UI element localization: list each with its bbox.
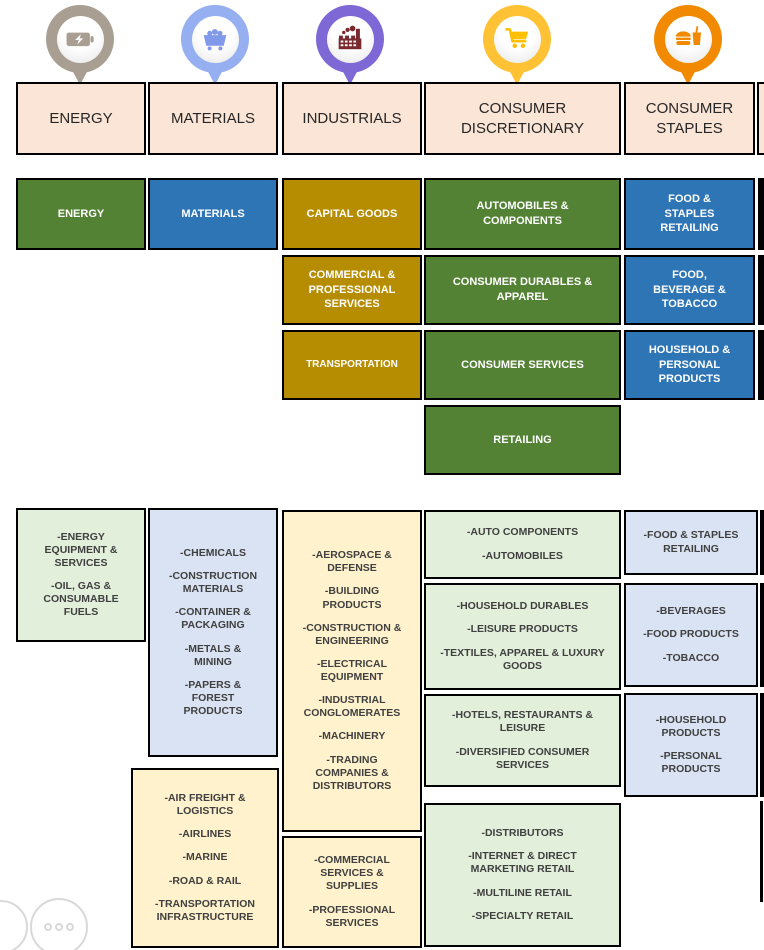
industry-group-retailing [424, 405, 621, 475]
industrials-sector-pin [316, 5, 384, 87]
partial-group-box [758, 330, 764, 400]
industry-item: -OIL, GAS & CONSUMABLE FUELS [43, 580, 119, 619]
industries-list-household-personal-products [624, 693, 758, 797]
group-label: FOOD & STAPLES RETAILING [660, 192, 719, 235]
group-label: AUTOMOBILES & COMPONENTS [476, 200, 569, 227]
battery-icon [63, 22, 97, 56]
group-label: CAPITAL GOODS [306, 207, 398, 220]
decorative-circle [0, 900, 28, 950]
energy-sector-pin [46, 5, 114, 87]
group-label: TRANSPORTATION [306, 359, 398, 371]
industry-group-consumer-durables-apparel [424, 255, 621, 325]
factory-icon [333, 22, 367, 56]
industry-item: -METALS & MINING [184, 642, 242, 668]
industry-item: -PAPERS & FOREST PRODUCTS [183, 678, 243, 717]
industry-group-transportation [282, 330, 422, 400]
industry-item: -HOUSEHOLD PRODUCTS [655, 713, 727, 739]
partial-sector-header [757, 82, 764, 155]
industries-list-food-beverage-tobacco [624, 583, 758, 687]
sector-header-consumer-staples [624, 82, 755, 155]
group-label: CONSUMER DURABLES & APPAREL [452, 276, 593, 303]
industry-item: -DIVERSIFIED CONSUMER SERVICES [455, 745, 590, 771]
industries-list-consumer-durables-apparel [424, 583, 621, 690]
industry-group-energy [16, 178, 146, 250]
industry-item: -INDUSTRIAL CONGLOMERATES [303, 694, 401, 720]
industry-item: -CHEMICALS [180, 546, 246, 559]
sector-label: INDUSTRIALS [302, 109, 402, 127]
industry-group-automobiles-components [424, 178, 621, 250]
industry-item: -AEROSPACE & DEFENSE [312, 549, 392, 575]
sector-label: CONSUMER STAPLES [645, 100, 734, 137]
mine-cart-icon [198, 22, 232, 56]
industry-item: -HOTELS, RESTAURANTS & LEISURE [452, 709, 593, 735]
consumer-staples-sector-pin [654, 5, 722, 87]
industry-item: -MACHINERY [318, 730, 386, 743]
industry-item: -AIR FREIGHT & LOGISTICS [164, 792, 246, 818]
industry-item: -LEISURE PRODUCTS [467, 623, 578, 636]
industry-item: -PROFESSIONAL SERVICES [308, 903, 396, 929]
partial-group-box [758, 255, 764, 325]
dot [55, 923, 63, 931]
industry-group-commercial-professional-services [282, 255, 422, 325]
industry-item: -ENERGY EQUIPMENT & SERVICES [44, 530, 118, 569]
industry-item: -TEXTILES, APPAREL & LUXURY GOODS [440, 646, 605, 672]
industry-item: -TOBACCO [662, 651, 720, 664]
group-label: HOUSEHOLD & PERSONAL PRODUCTS [648, 343, 731, 386]
industries-list-food-staples-retailing [624, 510, 758, 575]
group-label: COMMERCIAL & PROFESSIONAL SERVICES [308, 268, 396, 311]
industry-item: -BUILDING PRODUCTS [322, 585, 382, 611]
partial-list-border [760, 801, 763, 902]
shopping-cart-icon [500, 22, 534, 56]
dot [66, 923, 74, 931]
industry-item: -AUTO COMPONENTS [466, 526, 579, 539]
industries-list-capital-goods [282, 510, 422, 832]
sector-label: CONSUMER DISCRETIONARY [460, 100, 585, 137]
sector-header-consumer-discretionary [424, 82, 621, 155]
industry-item: -CONSTRUCTION MATERIALS [168, 570, 258, 596]
sector-header-materials [148, 82, 278, 155]
industry-item: -AUTOMOBILES [482, 549, 563, 562]
industries-list-commercial-professional-services [282, 836, 422, 948]
industries-list-automobiles-components [424, 510, 621, 579]
sector-header-energy [16, 82, 146, 155]
partial-group-box [758, 178, 764, 250]
industry-group-food-beverage-tobacco [624, 255, 755, 325]
industries-list-transportation [131, 768, 279, 948]
group-label: CONSUMER SERVICES [461, 358, 584, 371]
industry-item: -SPECIALTY RETAIL [471, 909, 574, 922]
partial-list-border [760, 510, 764, 575]
industry-group-household-personal-products [624, 330, 755, 400]
industry-item: -CONTAINER & PACKAGING [175, 606, 251, 632]
industry-item: -COMMERCIAL SERVICES & SUPPLIES [314, 854, 390, 893]
industry-group-capital-goods [282, 178, 422, 250]
partial-list-border [760, 583, 764, 687]
fast-food-icon [671, 22, 705, 56]
group-label: MATERIALS [181, 207, 245, 220]
industry-item: -CONSTRUCTION & ENGINEERING [302, 621, 402, 647]
industry-item: -INTERNET & DIRECT MARKETING RETAIL [468, 850, 577, 876]
industry-item: -ROAD & RAIL [168, 874, 242, 887]
industry-item: -HOUSEHOLD DURABLES [456, 600, 589, 613]
industries-list-materials [148, 508, 278, 757]
industry-item: -PERSONAL PRODUCTS [660, 750, 722, 776]
partial-list-border [760, 693, 764, 797]
industry-item: -ELECTRICAL EQUIPMENT [317, 657, 387, 683]
sector-header-industrials [282, 82, 422, 155]
industry-item: -FOOD PRODUCTS [643, 628, 739, 641]
industry-item: -DISTRIBUTORS [481, 827, 564, 840]
industry-item: -MARINE [182, 851, 228, 864]
group-label: RETAILING [493, 433, 552, 446]
materials-sector-pin [181, 5, 249, 87]
industry-item: -FOOD & STAPLES RETAILING [643, 529, 739, 555]
sector-label: MATERIALS [171, 109, 255, 127]
group-label: FOOD, BEVERAGE & TOBACCO [653, 268, 726, 311]
industry-item: -TRANSPORTATION INFRASTRUCTURE [155, 897, 255, 923]
sector-label: ENERGY [49, 109, 113, 127]
industry-group-materials [148, 178, 278, 250]
industry-group-consumer-services [424, 330, 621, 400]
industry-item: -MULTILINE RETAIL [473, 886, 572, 899]
industries-list-retailing [424, 803, 621, 947]
industry-group-food-staples-retailing [624, 178, 755, 250]
industries-list-energy [16, 508, 146, 642]
consumer-discretionary-sector-pin [483, 5, 551, 87]
industry-item: -BEVERAGES [656, 605, 726, 618]
industries-list-consumer-services [424, 694, 621, 787]
ellipsis-dots-icon [30, 898, 88, 950]
group-label: ENERGY [57, 207, 105, 220]
dot [44, 923, 52, 931]
industry-item: -AIRLINES [178, 828, 232, 841]
industry-item: -TRADING COMPANIES & DISTRIBUTORS [312, 753, 392, 792]
